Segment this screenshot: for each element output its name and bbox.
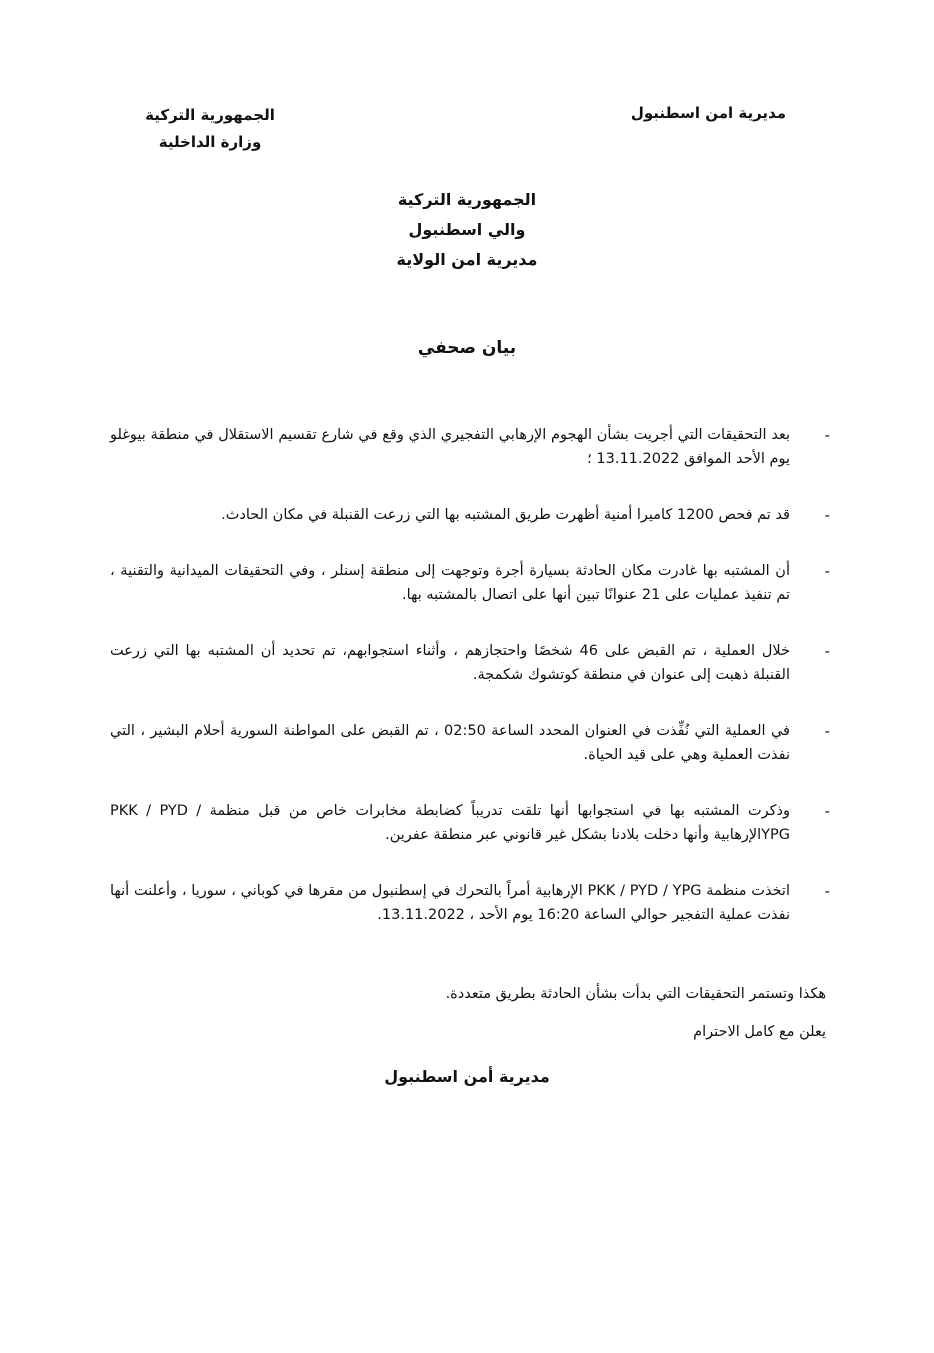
list-item-text: خلال العملية ، تم القبض على 46 شخصًا واحتجازهم ، وأثناء استجوابهم، تم تحديد أن المشتبه بها التي زرعت القنبلة ذهبت إلى عنوان في منطقة كوتشوك شكمجة. bbox=[110, 643, 791, 683]
bullet-marker: - bbox=[824, 426, 830, 444]
bullet-marker: - bbox=[824, 642, 830, 660]
center-heading-line-3: مديرية امن الولاية bbox=[396, 250, 538, 269]
list-item-text: أن المشتبه بها غادرت مكان الحادثة بسيارة أجرة وتوجهت إلى منطقة إسنلر ، وفي التحقيقات الميدانية والتقنية ، تم تنفيذ عمليات على 21 عنوانًا تبين أنها على اتصال بالمشتبه بها. bbox=[110, 563, 790, 603]
signature-directorate: مديرية أمن اسطنبول bbox=[384, 1067, 550, 1086]
list-item bbox=[110, 559, 830, 607]
closing-paragraph: هكذا وتستمر التحقيقات التي بدأت بشأن الحادثة بطريق متعددة. bbox=[445, 986, 826, 1002]
center-heading bbox=[0, 185, 934, 275]
list-item-text: قد تم فحص 1200 كاميرا أمنية أظهرت طريق المشتبه بها التي زرعت القنبلة في مكان الحادث. bbox=[221, 507, 790, 523]
list-item-text: بعد التحقيقات التي أجريت بشأن الهجوم الإرهابي التفجيري الذي وقع في شارع تقسيم الاستقلال في منطقة بيوغلو يوم الأحد الموافق 13.11.2022 ؛ bbox=[110, 427, 790, 467]
bullet-marker: - bbox=[824, 722, 830, 740]
bullet-marker: - bbox=[824, 882, 830, 900]
bullet-marker: - bbox=[824, 506, 830, 524]
bullet-marker: - bbox=[824, 802, 830, 820]
list-item bbox=[110, 799, 830, 847]
statement-bullet-list bbox=[110, 423, 830, 927]
header-ministry-line: وزارة الداخلية bbox=[158, 133, 262, 151]
center-heading-line-2: والي اسطنبول bbox=[408, 220, 526, 239]
header-republic-ministry bbox=[140, 102, 280, 156]
list-item bbox=[110, 423, 830, 471]
header-istanbul-security-directorate: مديرية امن اسطنبول bbox=[630, 104, 786, 122]
list-item-text: في العملية التي نُفِّذت في العنوان المحدد الساعة 02:50 ، تم القبض على المواطنة السورية أحلام البشير ، التي نفذت العملية وهي على قيد الحياة. bbox=[110, 723, 790, 763]
header-republic-line: الجمهورية التركية bbox=[145, 106, 275, 124]
press-release-title: بيان صحفي bbox=[417, 338, 517, 358]
list-item bbox=[110, 639, 830, 687]
list-item bbox=[110, 719, 830, 767]
regards-line: يعلن مع كامل الاحترام bbox=[693, 1024, 826, 1040]
center-heading-line-1: الجمهورية التركية bbox=[397, 190, 537, 209]
list-item bbox=[110, 879, 830, 927]
list-item bbox=[110, 503, 830, 527]
list-item-text: اتخذت منظمة PKK / PYD / YPG الإرهابية أمراً بالتحرك في إسطنبول من مقرها في كوباني ، سوريا ، وأعلنت أنها نفذت عملية التفجير حوالي الساعة 16:20 يوم الأحد ، 13.11.2022. bbox=[110, 883, 790, 923]
list-item-text: وذكرت المشتبه بها في استجوابها أنها تلقت تدريباً كضابطة مخابرات خاص من قبل منظمة PKK / PYD / YPGالإرهابية وأنها دخلت بلادنا بشكل غير قانوني عبر منطقة عفرين. bbox=[110, 803, 790, 843]
bullet-marker: - bbox=[824, 562, 830, 580]
